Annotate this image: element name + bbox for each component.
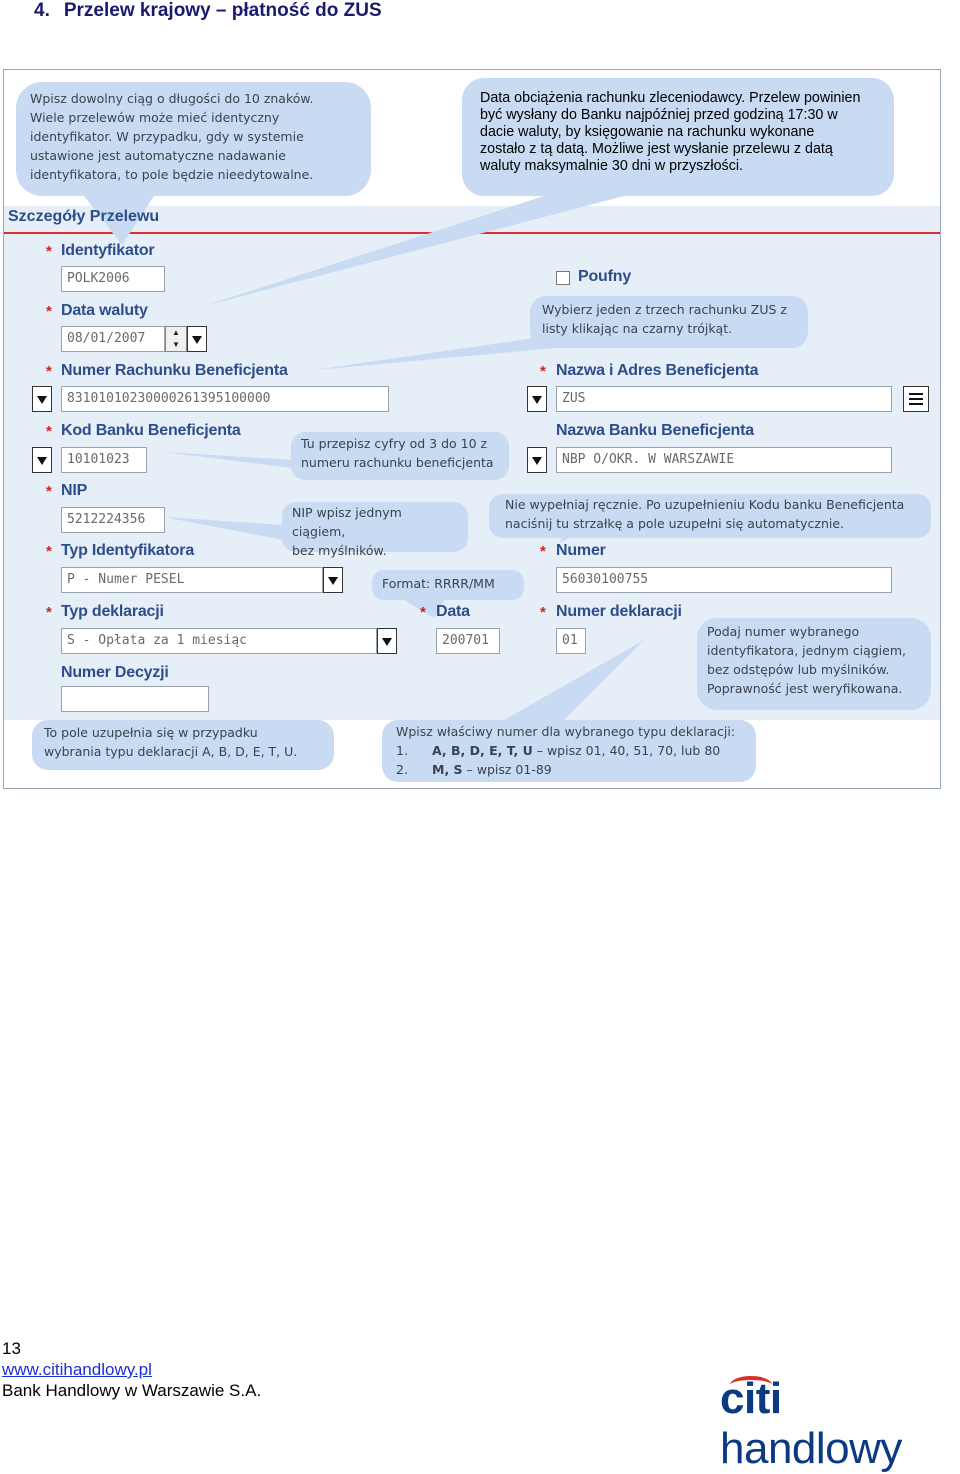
required-marker: * (540, 604, 546, 621)
citi-handlowy-logo (720, 1374, 960, 1474)
kod-banku-dropdown-button[interactable] (32, 447, 52, 473)
data-field[interactable]: 200701 (436, 628, 500, 654)
spin-up-icon[interactable]: ▲ (172, 328, 180, 337)
date-spinner[interactable] (165, 326, 187, 352)
numer-rachunku-field[interactable]: 83101010230000261395100000 (61, 386, 389, 412)
tooltip-line: wybrania typu deklaracji A, B, D, E, T, U. (44, 744, 298, 759)
section-header: Szczegóły Przelewu (8, 208, 160, 225)
tooltip-line: Wpisz właściwy numer dla wybranego typu deklaracji: (396, 724, 736, 739)
poufny-label: Poufny (578, 268, 632, 285)
identyfikator-label: Identyfikator (61, 242, 155, 259)
spin-down-icon[interactable]: ▼ (172, 340, 180, 349)
section-title: Przelew krajowy – płatność do ZUS (63, 0, 382, 21)
list-bold: M, S (432, 762, 463, 777)
numer-decyzji-label: Numer Decyzji (61, 664, 169, 681)
list-text: – wpisz 01-89 (462, 762, 552, 777)
numer-rachunku-label: Numer Rachunku Beneficjenta (61, 362, 288, 379)
tooltip-line: bez odstępów lub myślników. (707, 662, 890, 677)
tooltip-line: Wpisz dowolny ciąg o długości do 10 znaków. (30, 91, 314, 106)
company-name: Bank Handlowy w Warszawie S.A. (2, 1381, 262, 1400)
tooltip-line: NIP wpisz jednym ciągiem, (292, 505, 402, 539)
tooltip-line: bez myślników. (292, 543, 387, 558)
format-tooltip (372, 570, 524, 600)
nazwa-banku-tooltip (489, 494, 931, 538)
poufny-checkbox[interactable] (556, 271, 570, 285)
numer-deklaracji-label: Numer deklaracji (556, 603, 682, 620)
tooltip-line (396, 741, 742, 760)
kod-banku-label: Kod Banku Beneficjenta (61, 422, 241, 439)
typ-identyfikatora-select[interactable]: P - Numer PESEL (61, 567, 323, 593)
kod-banku-field[interactable]: 10101023 (61, 447, 147, 473)
required-marker: * (46, 604, 52, 621)
tooltip-line: dacie waluty, by księgowanie na rachunku wykonane (480, 124, 815, 140)
menu-icon[interactable] (903, 386, 929, 412)
nip-tooltip (282, 502, 468, 558)
required-marker: * (46, 543, 52, 560)
typ-identyfikatora-dropdown-button[interactable] (323, 567, 343, 593)
data-waluty-field[interactable]: 08/01/2007 (61, 326, 165, 352)
identyfikator-tooltip (16, 82, 371, 196)
tooltip-line: Poprawność jest weryfikowana. (707, 681, 903, 696)
numer-deklaracji-tooltip (382, 720, 756, 782)
nazwa-adres-dropdown-button[interactable] (527, 386, 547, 412)
numer-field[interactable]: 56030100755 (556, 567, 892, 593)
list-bold: A, B, D, E, T, U (432, 743, 533, 758)
required-marker: * (420, 604, 426, 621)
nazwa-banku-dropdown-button[interactable] (527, 447, 547, 473)
required-marker: * (46, 423, 52, 440)
list-number: 1. (396, 743, 408, 758)
nazwa-adres-field[interactable]: ZUS (556, 386, 892, 412)
required-marker: * (46, 303, 52, 320)
website-link[interactable]: www.citihandlowy.pl (2, 1360, 152, 1379)
footer-link-wrap (2, 1360, 152, 1380)
logo-handlowy: handlowy (720, 1424, 902, 1473)
numer-decyzji-tooltip (32, 720, 334, 770)
numer-deklaracji-field[interactable]: 01 (556, 628, 586, 654)
tooltip-line: numeru rachunku beneficjenta (301, 455, 494, 470)
numer-tooltip (697, 618, 931, 710)
tooltip-line: identyfikatora, jednym ciągiem, (707, 643, 906, 658)
required-marker: * (46, 483, 52, 500)
numer-label: Numer (556, 542, 606, 559)
data-waluty-label: Data waluty (61, 302, 148, 319)
nazwa-banku-label: Nazwa Banku Beneficjenta (556, 422, 754, 439)
nazwa-banku-field[interactable]: NBP O/OKR. W WARSZAWIE (556, 447, 892, 473)
tooltip-line: listy klikając na czarny trójkąt. (542, 321, 733, 336)
tooltip-line: Data obciążenia rachunku zleceniodawcy. Przelew powinien (480, 90, 861, 106)
logo-citi: citi (720, 1374, 782, 1423)
required-marker: * (540, 363, 546, 380)
section-number: 4. (34, 0, 50, 21)
tooltip-line: identyfikatora, to pole będzie nieedytowalne. (30, 167, 314, 182)
data-label: Data (436, 603, 470, 620)
list-text: – wpisz 01, 40, 51, 70, lub 80 (532, 743, 721, 758)
tooltip-line: waluty maksymalnie 30 dni w przyszłości. (480, 158, 743, 174)
identyfikator-field[interactable]: POLK2006 (61, 266, 165, 292)
document-heading (34, 0, 382, 22)
tooltip-line: naciśnij tu strzałkę a pole uzupełni się automatycznie. (505, 516, 845, 531)
nazwa-adres-label: Nazwa i Adres Beneficjenta (556, 362, 759, 379)
required-marker: * (46, 363, 52, 380)
list-number: 2. (396, 762, 408, 777)
kod-banku-tooltip (291, 432, 509, 480)
tooltip-line: ustawione jest automatyczne nadawanie (30, 148, 286, 163)
page-number: 13 (2, 1339, 21, 1358)
nip-label: NIP (61, 482, 88, 499)
typ-identyfikatora-label: Typ Identyfikatora (61, 542, 195, 559)
tooltip-line: Tu przepisz cyfry od 3 do 10 z (301, 436, 488, 451)
numer-decyzji-field[interactable] (61, 686, 209, 712)
rachunek-zus-tooltip (530, 296, 808, 348)
typ-deklaracji-dropdown-button[interactable] (377, 628, 397, 654)
tooltip-line: Wybierz jeden z trzech rachunku ZUS z (542, 302, 787, 317)
required-marker: * (540, 543, 546, 560)
tooltip-line: To pole uzupełnia się w przypadku (44, 725, 258, 740)
tooltip-line: zostało z tą datą. Możliwe jest wysłanie przelewu z datą (480, 141, 833, 157)
typ-deklaracji-select[interactable]: S - Opłata za 1 miesiąc (61, 628, 377, 654)
form-screenshot (3, 69, 941, 789)
typ-deklaracji-label: Typ deklaracji (61, 603, 164, 620)
data-waluty-dropdown-button[interactable] (187, 326, 207, 352)
required-marker: * (46, 243, 52, 260)
tooltip-line: identyfikator. W przypadku, gdy w systemie (30, 129, 304, 144)
nip-field[interactable]: 5212224356 (61, 507, 165, 533)
tooltip-line: Format: RRRR/MM (382, 576, 495, 591)
tooltip-line: być wysłany do Banku najpóźniej przed godziną 17:30 w (480, 107, 838, 123)
numer-rachunku-dropdown-button[interactable] (32, 386, 52, 412)
data-waluty-tooltip (462, 78, 894, 196)
tooltip-line: Wiele przelewów może mieć identyczny (30, 110, 280, 125)
tooltip-line: Podaj numer wybranego (707, 624, 860, 639)
tooltip-line: Nie wypełniaj ręcznie. Po uzupełnieniu Kodu banku Beneficjenta (505, 497, 905, 512)
tooltip-line (396, 760, 742, 779)
